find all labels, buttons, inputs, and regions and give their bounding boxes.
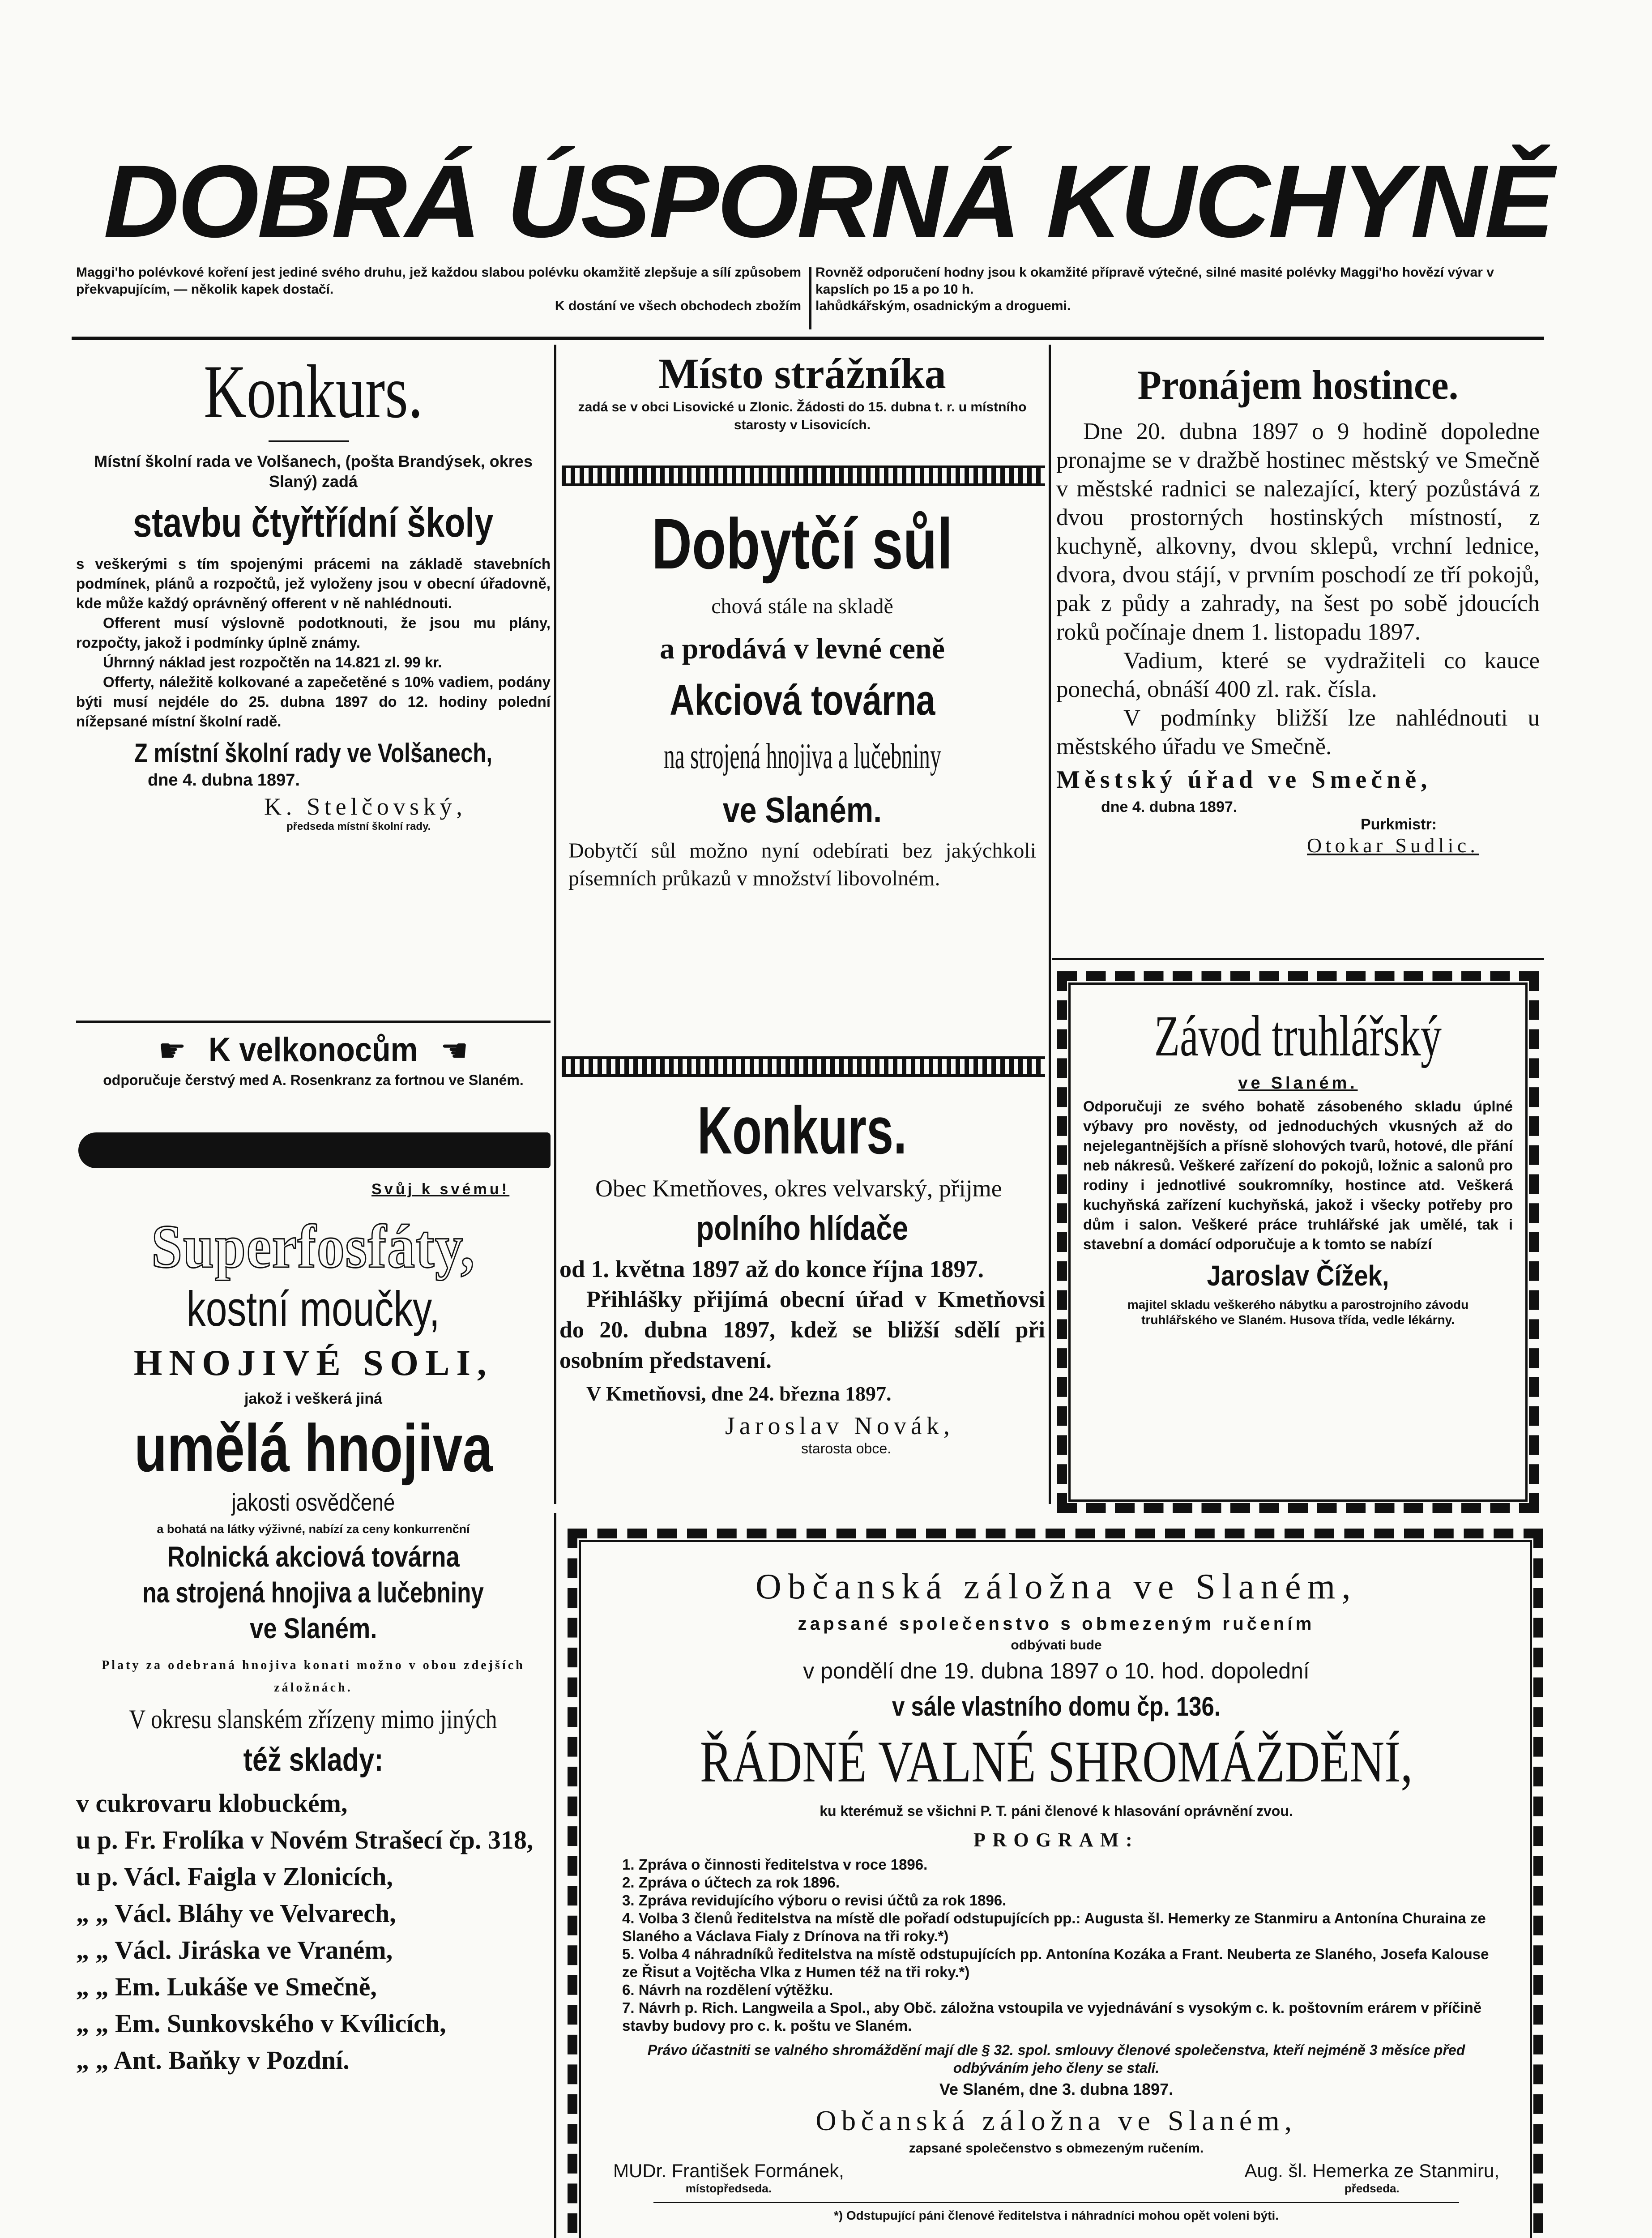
zalozna-invite: ku kterémuž se všichni P. T. páni členové k hlasování oprávnění zvou.	[820, 1803, 1293, 1819]
column-divider-1	[554, 345, 556, 1504]
program-item: 4. Volba 3 členů ředitelstva na místě dle pořadí odstupujících pp.: Augusta šl. Hemerky ze Stanmiru a Antonína Churaina ze Slaného a Václava Fialy z Drínova na tři roky.*)	[622, 1910, 1486, 1944]
superfosfat-l8: Rolnická akciová továrna	[167, 1541, 460, 1573]
sul-title: Dobytčí sůl	[652, 504, 953, 584]
header-rule	[72, 337, 1544, 340]
superfosfat-l12: V okresu slanském zřízeny mimo jiných	[129, 1704, 497, 1734]
sul-l2: a prodává v levné ceně	[660, 632, 945, 665]
column-divider-left-bottom	[554, 1513, 556, 2238]
sklad-item: u p. Fr. Frolíka v Novém Strašecí čp. 318,	[76, 1825, 534, 1854]
sklad-item: v cukrovaru klobuckém,	[76, 1789, 348, 1818]
sul-l6: Dobytčí sůl možno nyní odebírati bez jakýchkoli písemních průkazů v množství libovolném.	[568, 839, 1036, 890]
hostinec-role: Purkmistr:	[1361, 816, 1437, 833]
sul-ad	[559, 501, 1045, 893]
zalozna-sig1-role: místopředseda.	[685, 2182, 772, 2195]
konkurs-hlidac-head: polního hlídače	[696, 1209, 909, 1247]
konkurs-skola-p2: Offerent musí výslovně podotknouti, že jsou mu plány, rozpočty, jakož i podmínky úplně známy.	[76, 615, 551, 651]
truhlar-text: Odporučuji ze svého bohatě zásobeného skladu úplné výbavy pro nověsty, od jednoduchých vkusných až do nejelegantnějších a přísně slohových tvarů, hotové, dle přání neb nákresů. Veškeré zařízení do pokojů, ložnic a salonů pro rodiny i jednotlivé soukromníky, hostince atd. Veškerá kuchyňská zařízení kuchyňská, jakož i všecky potřeby pro dům i salon. Veškeré práce truhlářské jak umělé, tak i stavební a domácí odporučuje a k tomto se nabízí	[1083, 1098, 1513, 1252]
zalozna-sub: zapsané společenstvo s obmezeným ručením	[798, 1614, 1315, 1634]
zalozna-where: v sále vlastního domu čp. 136.	[892, 1691, 1221, 1721]
zalozna-sub2: odbývati bude	[1011, 1638, 1102, 1653]
zalozna-sig2: Aug. šl. Hemerka ze Stanmiru,	[1244, 2160, 1499, 2181]
konkurs-skola-intro: Místní školní rada ve Volšanech, (pošta Brandýsek, okres Slaný) zadá	[94, 452, 533, 491]
superfosfat-l9: na strojená hnojiva a lučebniny	[142, 1576, 484, 1609]
konkurs-skola-p3: Úhrnný náklad jest rozpočtěn na 14.821 zl. 99 kr.	[103, 654, 442, 671]
zalozna-sig2-role: předseda.	[1344, 2182, 1400, 2195]
masthead-right-text: Rovněž odporučení hodny jsou k okamžité přípravě výtečné, silné masité polévky Maggi'ho hovězí vývar v kapslích po 15 a po 10 h. lahůdkářským, osadnickým a droguemi.	[815, 265, 1494, 313]
velkonoce-text: odporučuje čerstvý med A. Rosenkranz za fortnou ve Slaném.	[103, 1072, 524, 1088]
sklad-item: „ „ Em. Lukáše ve Smečně,	[76, 1972, 377, 2001]
rule-velkonoce	[76, 1021, 551, 1023]
konkurs-skola-sign: K. Stelčovský,	[264, 793, 467, 820]
konkurs-skola-p1: s veškerými s tím spojenými prácemi na základě stavebních podmínek, plánů a rozpočtů, jež vyloženy jsou v obecní úřadovně, kde může každý oprávněný offerent v ně nahlédnouti.	[76, 555, 551, 611]
hand-pointer-icon: ☚	[440, 1032, 469, 1069]
rule-truhlar	[1052, 958, 1544, 960]
superfosfat-l6: jakosti osvědčené	[231, 1489, 395, 1516]
straznik-ad	[559, 349, 1045, 434]
black-band	[78, 1132, 551, 1168]
hostinec-date: dne 4. dubna 1897.	[1101, 799, 1238, 816]
konkurs-hlidac-p3: Přihlášky přijímá obecní úřad v Kmetňovsi do 20. dubna 1897, kdež se bližší sdělí při osobním představení.	[559, 1287, 1045, 1373]
truhlar-sub: ve Slaném.	[1238, 1074, 1358, 1093]
konkurs-skola-from: Z místní školní rady ve Volšanech,	[134, 738, 493, 768]
hostinec-title: Pronájem hostince.	[1137, 362, 1459, 408]
sul-l5: ve Slaném.	[722, 790, 882, 830]
zalozna-title: Občanská záložna ve Slaném,	[756, 1567, 1357, 1606]
zalozna-foot: *) Odstupující páni členové ředitelstva i náhradníci mohou opět voleni býti.	[833, 2208, 1279, 2222]
program-item: 6. Návrh na rozdělení výtěžku.	[622, 1982, 833, 1998]
superfosfat-l3: HNOJIVÉ SOLI,	[133, 1342, 493, 1383]
sul-l4: na strojená hnojiva a lučebniny	[663, 737, 941, 776]
hostinec-ad	[1056, 358, 1540, 857]
zalozna-name2: Občanská záložna ve Slaném,	[815, 2105, 1297, 2136]
zalozna-note: Právo účastniti se valného shromáždění mají dle § 32. spol. smlouvy členové společenstva, kteří nejméně 3 měsíce před odbýváním jeho členy se stali.	[647, 2042, 1465, 2076]
sklad-item: „ „ Václ. Bláhy ve Velvarech,	[76, 1899, 396, 1928]
hostinec-text: Dne 20. dubna 1897 o 9 hodině dopoledne pronajme se v dražbě hostinec městský ve Smečně v městské radnici se nalezající, který pozůstává z dvou prostorných hostinských místností, z kuchyně, alkovny, dvou sklepů, vrchní lednice, dvora, dvou stájí, v prvním poschodí ze tří pokojů, pak z půdy a zahrady, na šest po sobě jdoucích roků počínaje dnem 1. listopadu 1897.	[1056, 419, 1540, 645]
konkurs-skola-ad	[76, 349, 551, 833]
superfosfat-ad	[76, 1213, 551, 2079]
konkurs-hlidac-date: V Kmetňovsi, dne 24. března 1897.	[586, 1382, 892, 1405]
masthead-left-text: Maggi'ho polévkové koření jest jediné svého druhu, jež každou slabou polévku okamžitě zlepšuje a sílí způsobem překvapujícím, — několik kapek dostačí. K dostání ve všech obchodech zbožím	[76, 265, 801, 313]
zalozna-program-label: PROGRAM:	[973, 1829, 1140, 1851]
sklad-item: u p. Václ. Faigla v Zlonicích,	[76, 1862, 393, 1891]
konkurs-skola-p4: Offerty, náležitě kolkované a zapečetěné s 10% vadiem, podány býti musí nejdéle do 25. dubna 1897 do 12. hodiny polední nížepsané místní školní radě.	[76, 674, 551, 730]
konkurs-hlidac-ad	[559, 1092, 1045, 1457]
zalozna-date: Ve Slaném, dne 3. dubna 1897.	[939, 2080, 1174, 2098]
column-divider-2	[1049, 345, 1051, 1504]
hostinec-sign: Otokar Sudlic.	[1307, 834, 1479, 857]
zalozna-ad	[595, 1562, 1517, 2224]
truhlar-name: Jaroslav Čížek,	[1207, 1260, 1389, 1292]
velkonoce-ad	[76, 1029, 551, 1089]
hand-pointer-icon: ☛	[158, 1032, 187, 1069]
truhlar-title: Závod truhlářský	[1154, 1004, 1442, 1068]
superfosfat-l5: umělá hnojiva	[134, 1410, 493, 1486]
konkurs-skola-title: Konkurs.	[204, 350, 423, 434]
zalozna-head: ŘÁDNÉ VALNÉ SHROMÁŽDĚNÍ,	[700, 1729, 1413, 1794]
sklad-item: „ „ Václ. Jiráska ve Vraném,	[76, 1935, 393, 1965]
sul-l3: Akciová továrna	[669, 676, 935, 724]
straznik-text: zadá se v obci Lisovické u Zlonic. Žádosti do 15. dubna t. r. u místního starosty v Lisovicích.	[578, 400, 1027, 432]
konkurs-hlidac-title: Konkurs.	[697, 1093, 907, 1168]
konkurs-hlidac-p1: Obec Kmetňoves, okres velvarský, přijme	[595, 1175, 1002, 1202]
konkurs-skola-role: předseda místní školní rady.	[286, 820, 431, 833]
svuj-k-svemu: Svůj k svému!	[371, 1181, 510, 1198]
zalozna-sub3: zapsané společenstvo s obmezeným ručením.	[909, 2141, 1204, 2156]
konkurs-hlidac-role: starosta obce.	[801, 1440, 891, 1456]
superfosfat-l4: jakož i veškerá jiná	[244, 1390, 383, 1407]
truhlar-foot: majitel skladu veškerého nábytku a parostrojního závodu truhlářského ve Slaném. Husova třída, vedle lékárny.	[1127, 1298, 1469, 1327]
superfosfat-l11: Platy za odebraná hnojiva konati možno v obou zdejších záložnách.	[102, 1658, 525, 1695]
konkurs-skola-headline: stavbu čtyřtřídní školy	[133, 500, 494, 546]
masthead-title: DOBRÁ ÚSPORNÁ KUCHYNĚ	[103, 144, 1553, 259]
konkurs-hlidac-sign: Jaroslav Novák,	[725, 1412, 955, 1440]
konkurs-skola-date: dne 4. dubna 1897.	[148, 771, 300, 790]
konkurs-hlidac-p2: od 1. května 1897 až do konce října 1897.	[559, 1256, 984, 1282]
superfosfat-l13: též sklady:	[243, 1742, 384, 1778]
program-item: 1. Zpráva o činnosti ředitelstva v roce 1896.	[622, 1856, 928, 1873]
hostinec-from: Městský úřad ve Smečně,	[1056, 766, 1432, 794]
superfosfat-l7: a bohatá na látky výživné, nabízí za ceny konkurrenční	[157, 1522, 470, 1536]
program-item: 2. Zpráva o účtech za rok 1896.	[622, 1874, 840, 1891]
masthead-divider	[809, 267, 811, 329]
zalozna-when: v pondělí dne 19. dubna 1897 o 10. hod. dopolední	[803, 1658, 1310, 1683]
superfosfat-l10: ve Slaném.	[249, 1612, 377, 1644]
sklad-item: „ „ Ant. Baňky v Pozdní.	[76, 2046, 350, 2075]
program-item: 7. Návrh p. Rich. Langweila a Spol., aby Obč. záložna vstoupila ve vyjednávání s vysokým c. k. poštovním erárem v příčině stavby budovy pro c. k. poštu ve Slaném.	[622, 1999, 1482, 2034]
truhlar-ad	[1083, 1003, 1513, 1328]
ornament-border	[562, 466, 1045, 486]
hostinec-text3: V podmínky bližší lze nahlédnouti u městského úřadu ve Smečně.	[1056, 705, 1540, 760]
velkonoce-title: K velkonocům	[209, 1031, 418, 1069]
sul-l1: chová stále na skladě	[711, 594, 893, 618]
program-item: 5. Volba 4 náhradníků ředitelstva na místě odstupujících pp. Antonína Kozáka a Frant. Neuberta ze Slaného, Josefa Kalouse ze Řisut a Vojtěcha Vlka z Humen též na tři roky.*)	[622, 1946, 1489, 1980]
superfosfat-l1: Superfosfáty,	[151, 1212, 475, 1281]
program-item: 3. Zpráva revidujícího výboru o revisi účtů za rok 1896.	[622, 1892, 1007, 1909]
sklad-item: „ „ Em. Sunkovského v Kvílicích,	[76, 2009, 446, 2038]
superfosfat-l2: kostní moučky,	[187, 1281, 440, 1337]
zalozna-sig1: MUDr. František Formánek,	[613, 2160, 844, 2181]
straznik-title: Místo strážníka	[658, 350, 946, 397]
ornament-border	[562, 1056, 1045, 1077]
hostinec-text2: Vadium, které se vydražiteli co kauce ponechá, obnáší 400 zl. rak. čísla.	[1056, 648, 1540, 702]
